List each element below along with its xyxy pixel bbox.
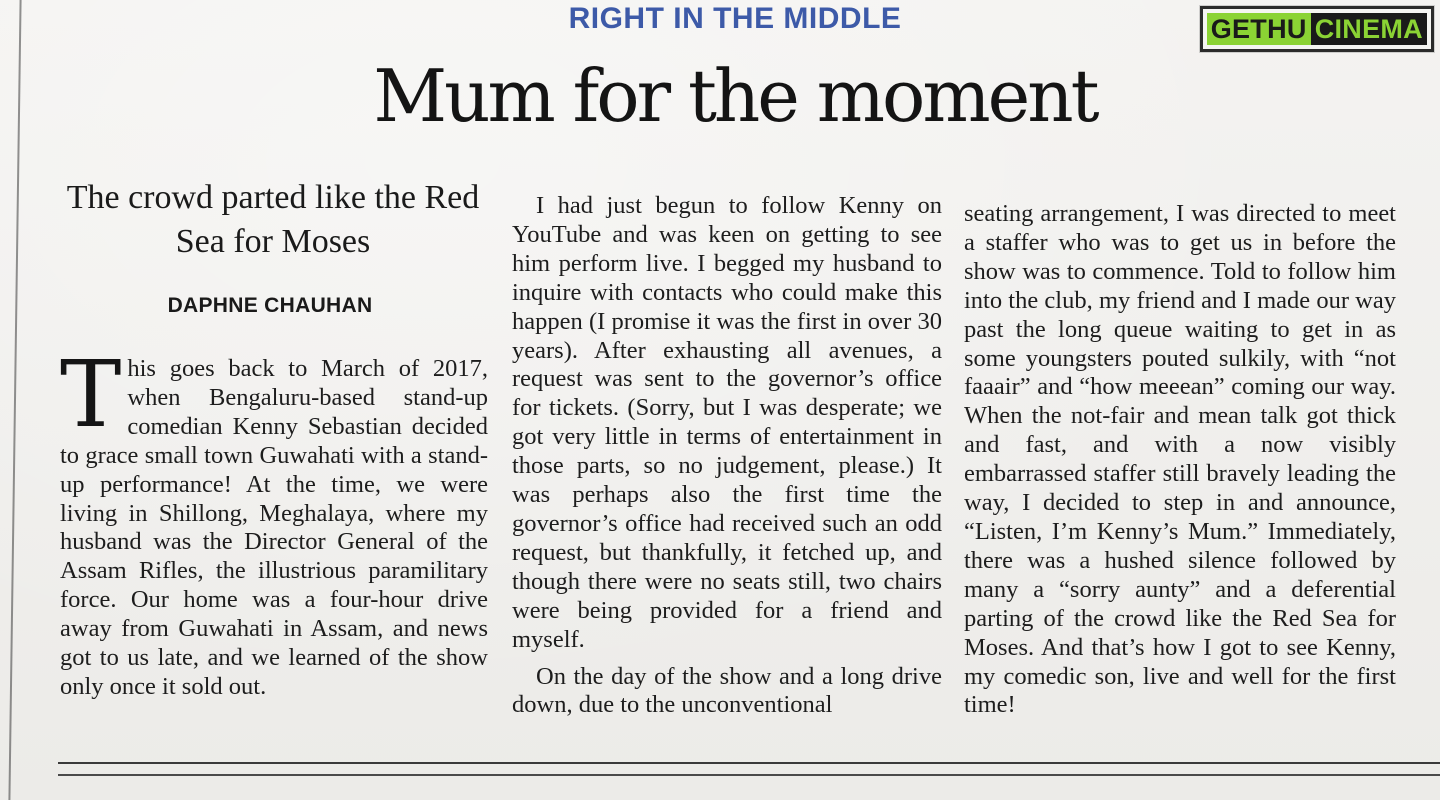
byline: DAPHNE CHAUHAN [167,294,373,317]
article-column-3 [964,200,1396,720]
watermark-part1: GETHU [1207,13,1311,45]
article-column-1 [60,341,488,702]
watermark-part2: CINEMA [1311,13,1427,45]
divider-line-2 [58,774,1440,776]
headline: Mum for the moment [373,54,1097,138]
drop-cap: T [60,341,122,448]
column-2-paragraph-1: I had just begun to follow Kenny on YouTube and was keen on getting to see him perform live. I begged my husband to inquire with contacts who could make this happen (I promise it was the first in over 30 years). After exhausting all avenues, a request was sent to the governor’s office for tickets. (Sorry, but I was desperate; we got very little in terms of entertainment in those parts, so no judgement, please.) It was perhaps also the first time the governor’s office had received such an odd request, but thankfully, it fetched up, and though there were no seats still, two chairs were being provided for a friend and myself. [512,192,942,653]
column-rule [8,0,21,800]
column-3-text: seating arrangement, I was directed to meet a staffer who was to get us in before the show was to commence. Told to follow him into the club, my friend and I made our way past the long queue waiting to get in as some youngsters pouted sulkily, with “not faaair” and “how meeean” coming our way. When the not-fair and mean talk got thick and fast, and with a now visibly embarrassed staffer still bravely leading the way, I decided to step in and announce, “Listen, I’m Kenny’s Mum.” Immediately, there was a hushed silence followed by many a “sorry aunty” and a deferential parting of the crowd like the Red Sea for Moses. And that’s how I got to see Kenny, my comedic son, live and well for the first time! [964,200,1396,719]
divider-line-1 [58,762,1440,764]
watermark-logo [1200,6,1434,52]
deck-subheading: The crowd parted like the Red Sea for Moses [66,179,480,260]
section-kicker: RIGHT IN THE MIDDLE [568,2,902,35]
column-1-text: his goes back to March of 2017, when Bengaluru-based stand-up comedian Kenny Sebastian decided to grace small town Guwahati with a stand-up performance! At the time, we were living in Shillong, Meghalaya, where my husband was the Director General of the Assam Rifles, the illustrious paramilitary force. Our home was a four-hour drive away from Guwahati in Assam, and news got to us late, and we learned of the show only once it sold out. [60,355,488,700]
column-2-paragraph-2: On the day of the show and a long drive down, due to the unconventional [512,662,942,719]
article-column-2 [512,192,942,720]
bottom-divider [58,762,1440,780]
